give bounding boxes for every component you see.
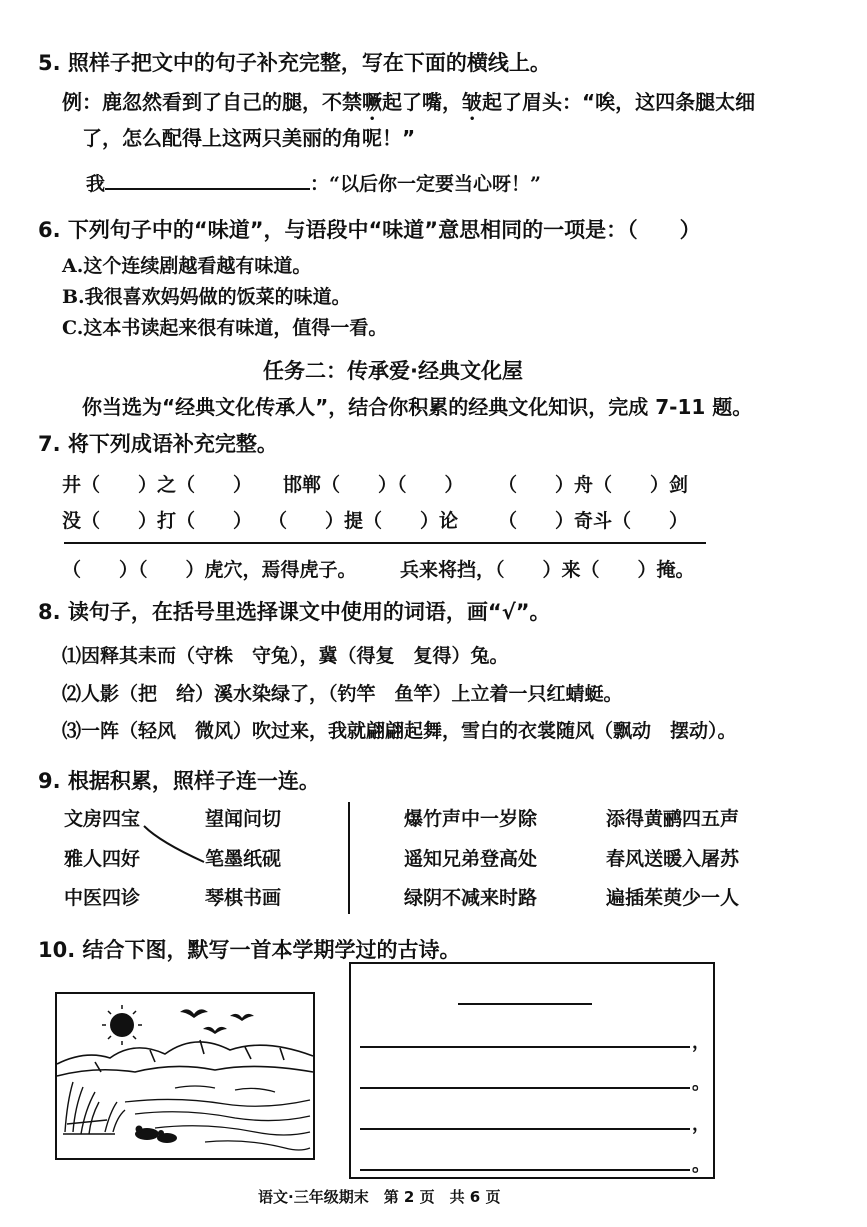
task2-heading: 任务二：传承爱·经典文化屋	[263, 359, 523, 383]
poem-illustration	[55, 992, 315, 1160]
poem-line-3-punct: ，	[692, 1114, 710, 1135]
q6-option-a[interactable]: A.这个连续剧越看越有味道。	[62, 255, 312, 277]
q6-title: 6. 下列句子中的“味道”，与语段中“味道”意思相同的一项是：（ ）	[38, 218, 701, 242]
q7-idiom-4[interactable]: 没（ ）打（ ）	[62, 510, 253, 532]
q9-left-b2[interactable]: 笔墨纸砚	[205, 848, 282, 870]
q9-right-b1[interactable]: 添得黄鹂四五声	[606, 808, 740, 830]
q9-right-b3[interactable]: 遍插茱萸少一人	[606, 887, 740, 909]
q9-right-a3[interactable]: 绿阴不减来时路	[404, 887, 538, 909]
q7-proverb-1[interactable]: （ ）（ ）虎穴，焉得虎子。	[62, 559, 357, 581]
q10-title: 10. 结合下图，默写一首本学期学过的古诗。	[38, 938, 461, 962]
poem-line-4-punct: 。	[692, 1155, 710, 1176]
q9-left-b1[interactable]: 望闻问切	[205, 808, 282, 830]
q9-title: 9. 根据积累，照样子连一连。	[38, 769, 320, 793]
q7-proverb-2[interactable]: 兵来将挡，（ ）来（ ）掩。	[400, 559, 695, 581]
q7-title: 7. 将下列成语补充完整。	[38, 432, 278, 456]
poem-line-4-blank[interactable]	[360, 1169, 690, 1171]
q9-left-a3[interactable]: 中医四诊	[64, 887, 141, 909]
q6-option-c[interactable]: C.这本书读起来很有味道，值得一看。	[62, 317, 388, 339]
q6-option-b[interactable]: B.我很喜欢妈妈做的饭菜的味道。	[62, 286, 351, 308]
q9-right-a1[interactable]: 爆竹声中一岁除	[404, 808, 538, 830]
q9-example-connector-line	[140, 812, 210, 872]
q8-title: 8. 读句子，在括号里选择课文中使用的词语，画“√”。	[38, 600, 551, 624]
q9-left-b3[interactable]: 琴棋书画	[205, 887, 282, 909]
poem-title-blank[interactable]	[458, 1003, 592, 1005]
q8-item-1[interactable]: ⑴因释其耒而（守株 守兔），冀（得复 复得）兔。	[62, 645, 509, 667]
q9-column-divider	[348, 802, 350, 914]
q7-idiom-6[interactable]: （ ）奇斗（ ）	[498, 510, 689, 532]
q7-idiom-1[interactable]: 井（ ）之（ ）	[62, 474, 253, 496]
q7-idiom-3[interactable]: （ ）舟（ ）剑	[498, 474, 689, 496]
poem-line-2-blank[interactable]	[360, 1087, 690, 1089]
q5-answer-blank[interactable]	[105, 172, 310, 190]
q9-left-a1[interactable]: 文房四宝	[64, 808, 141, 830]
q9-right-a2[interactable]: 遥知兄弟登高处	[404, 848, 538, 870]
page-footer: 语文·三年级期末 第 2 页 共 6 页	[258, 1188, 501, 1206]
poem-line-1-blank[interactable]	[360, 1046, 690, 1048]
q5-fill-line[interactable]: 我 ：“以后你一定要当心呀！”	[86, 173, 541, 195]
poem-line-3-blank[interactable]	[360, 1128, 690, 1130]
q5-example: 例：鹿忽然看到了自己的腿，不禁噘起了嘴，皱起了眉头：“唉，这四条腿太细	[62, 90, 756, 114]
q8-item-2[interactable]: ⑵人影（把 给）溪水染绿了，（钓竿 鱼竿）上立着一只红蜻蜓。	[62, 683, 623, 705]
q5-title: 5. 照样子把文中的句子补充完整，写在下面的横线上。	[38, 51, 551, 75]
q7-idiom-2[interactable]: 邯郸（ ）（ ）	[283, 474, 464, 496]
q9-left-a2[interactable]: 雅人四好	[64, 848, 141, 870]
q8-item-3[interactable]: ⑶一阵（轻风 微风）吹过来，我就翩翩起舞，雪白的衣裳随风（飘动 摆动）。	[62, 720, 737, 742]
task2-intro: 你当选为“经典文化传承人”，结合你积累的经典文化知识，完成 7-11 题。	[82, 395, 753, 419]
q7-divider	[64, 542, 706, 544]
poem-answer-box	[349, 962, 715, 1179]
poem-line-2-punct: 。	[692, 1073, 710, 1094]
poem-line-1-punct: ，	[692, 1032, 710, 1053]
q7-idiom-5[interactable]: （ ）提（ ）论	[268, 510, 459, 532]
q9-right-b2[interactable]: 春风送暖入屠苏	[606, 848, 740, 870]
q5-example-line2: 了，怎么配得上这两只美丽的角呢！”	[82, 126, 416, 150]
